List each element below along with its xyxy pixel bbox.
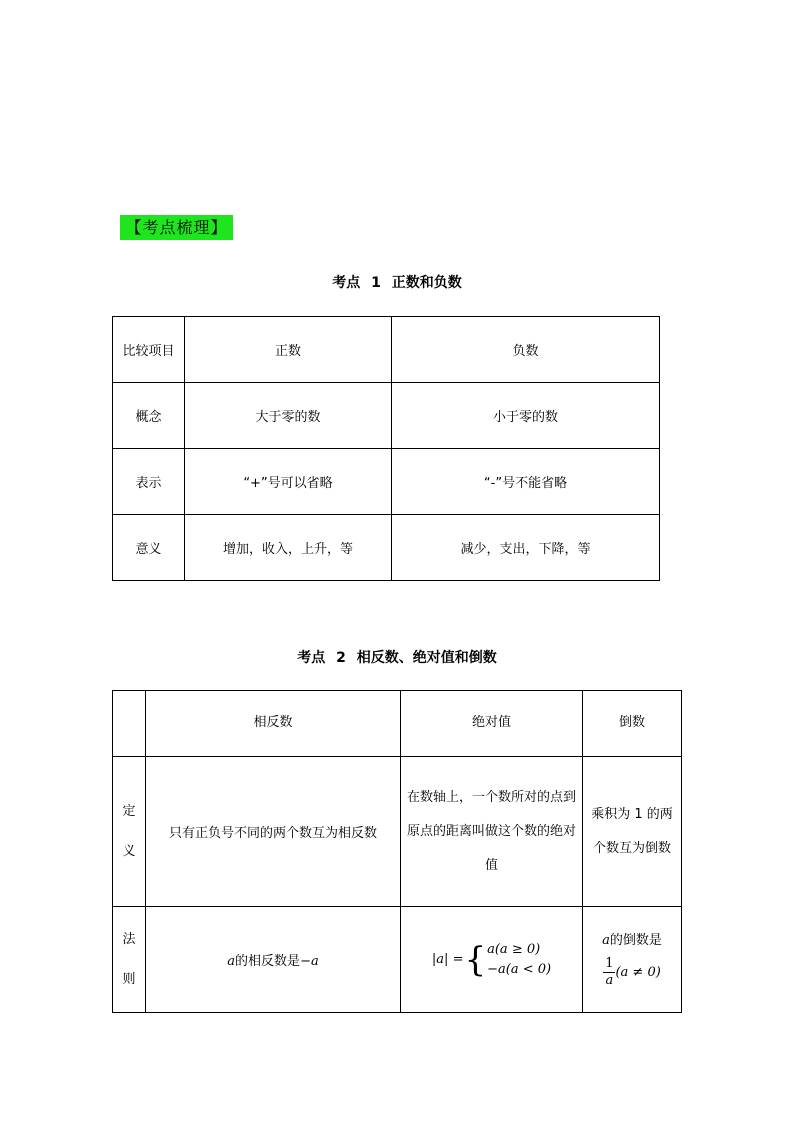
positive-negative-table (112, 316, 660, 581)
rule-row (113, 907, 682, 1013)
table-cell: 大于零的数 (185, 383, 392, 449)
row-label-char: 定 (122, 803, 136, 819)
section1-heading: 考点 1 正数和负数 (332, 275, 462, 291)
formula-case: a(a ≥ 0) (487, 941, 541, 957)
row-label: 表示 (113, 449, 185, 515)
reciprocal-definition: 乘积为 1 的两个数互为倒数 (583, 757, 682, 907)
header-cell: 倒数 (583, 691, 682, 757)
fraction-denominator: a (605, 973, 614, 988)
table-cell: 减少，支出，下降，等 (392, 515, 660, 581)
section-badge: 【考点梳理】 (120, 215, 233, 240)
table-row (113, 449, 660, 515)
fraction-condition: (a ≠ 0) (615, 965, 661, 980)
fraction (603, 956, 615, 989)
abs-formula (432, 940, 551, 980)
header-cell: 相反数 (146, 691, 401, 757)
abs-definition: 在数轴上，一个数所对的点到原点的距离叫做这个数的绝对值 (401, 757, 583, 907)
table-header-row (113, 691, 682, 757)
rule-text: 的倒数是 (609, 933, 662, 948)
brace-glyph: { (464, 939, 487, 980)
formula-case: −a(a < 0) (487, 961, 552, 977)
row-label-char: 法 (122, 931, 136, 947)
table-cell: “-”号不能省略 (392, 449, 660, 515)
table-header-row (113, 317, 660, 383)
header-cell (113, 691, 146, 757)
table-cell: “+”号可以省略 (185, 449, 392, 515)
variable: a (227, 954, 236, 969)
reciprocal-rule (583, 907, 682, 1013)
opposite-definition: 只有正负号不同的两个数互为相反数 (146, 757, 401, 907)
table-row (113, 515, 660, 581)
header-cell: 绝对值 (401, 691, 583, 757)
negated-variable: −a (300, 954, 319, 969)
variable: a (602, 933, 610, 948)
row-label-char: 则 (122, 971, 136, 987)
abs-rule (401, 907, 583, 1013)
row-label (113, 757, 146, 907)
table-row (113, 383, 660, 449)
header-cell: 正数 (185, 317, 392, 383)
section2-heading: 考点 2 相反数、绝对值和倒数 (297, 650, 497, 666)
formula-lhs: |a| = (431, 952, 464, 967)
row-label: 概念 (113, 383, 185, 449)
rule-text: 的相反数是 (235, 954, 301, 969)
definition-row (113, 757, 682, 907)
header-cell: 负数 (392, 317, 660, 383)
table-cell: 增加，收入，上升，等 (185, 515, 392, 581)
formula-cases (487, 940, 551, 980)
opposite-rule (146, 907, 401, 1013)
row-label-char: 义 (122, 843, 136, 859)
row-label: 意义 (113, 515, 185, 581)
row-label (113, 907, 146, 1013)
table-cell: 小于零的数 (392, 383, 660, 449)
header-cell: 比较项目 (113, 317, 185, 383)
opposite-abs-reciprocal-table (112, 690, 682, 1013)
fraction-numerator: 1 (605, 956, 614, 971)
